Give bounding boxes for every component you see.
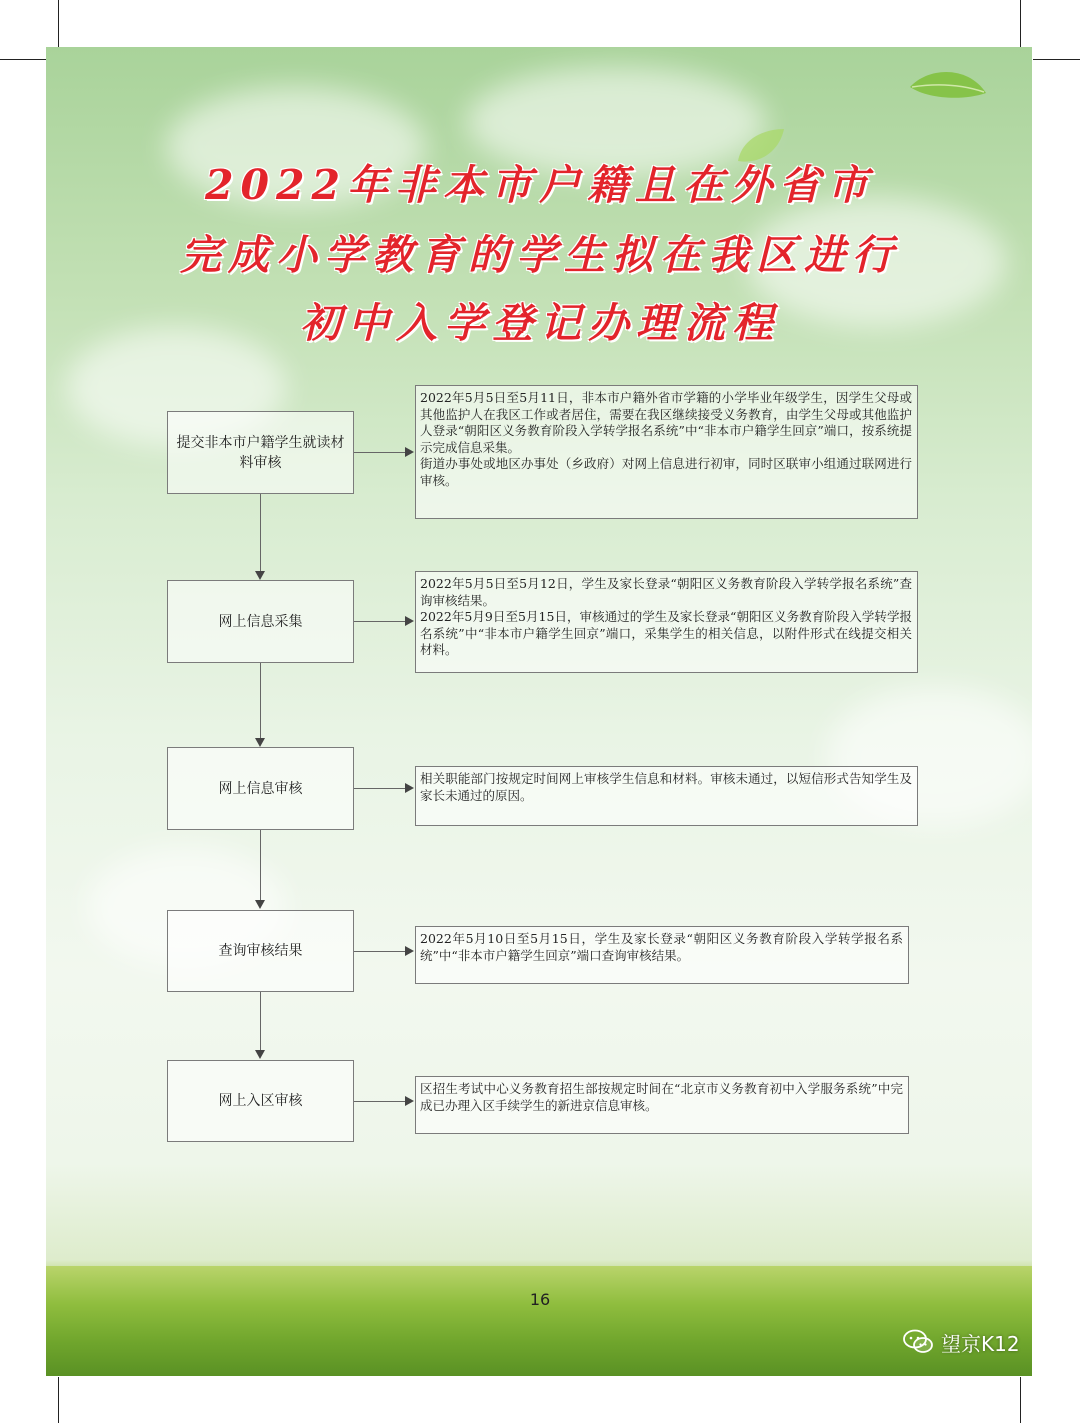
arrow-down-icon (255, 738, 265, 747)
step-box-info-review: 网上信息审核 (167, 747, 354, 830)
note-submit-review (415, 385, 918, 519)
connector-line (354, 1101, 406, 1102)
connector-line (260, 991, 261, 1051)
leaf-icon (908, 65, 988, 105)
step-box-query-result: 查询审核结果 (167, 910, 354, 992)
arrow-down-icon (255, 900, 265, 909)
step-box-district-entry-review: 网上入区审核 (167, 1060, 354, 1142)
arrow-right-icon (405, 1096, 414, 1106)
title-line-3: 初中入学登记办理流程 (300, 299, 780, 347)
watermark-text: 望京K12 (941, 1331, 1020, 1356)
connector-line (354, 621, 406, 622)
connector-line (354, 951, 406, 952)
step-box-submit-review: 提交非本市户籍学生就读材料审核 (167, 411, 354, 494)
connector-line (354, 452, 406, 453)
arrow-right-icon (405, 946, 414, 956)
crop-mark (58, 0, 59, 47)
title-line-1: 2022年非本市户籍且在外省市 (204, 161, 876, 209)
step-box-info-collection: 网上信息采集 (167, 580, 354, 663)
note-district-entry-review (415, 1076, 909, 1134)
arrow-down-icon (255, 1050, 265, 1059)
note-info-collection (415, 571, 918, 673)
arrow-right-icon (405, 783, 414, 793)
crop-mark (58, 1377, 59, 1423)
page-number: 16 (529, 1290, 551, 1309)
note-paragraph: 区招生考试中心义务教育招生部按规定时间在“北京市义务教育初中入学服务系统”中完成已办理入区手续学生的新进京信息审核。 (420, 1081, 903, 1113)
connector-line (354, 788, 406, 789)
watermark (903, 1327, 1020, 1357)
note-paragraph: 2022年5月5日至5月12日，学生及家长登录“朝阳区义务教育阶段入学转学报名系统”查询审核结果。 (420, 576, 912, 608)
wechat-icon (903, 1329, 933, 1355)
crop-mark (0, 59, 46, 60)
note-paragraph: 2022年5月10日至5月15日，学生及家长登录“朝阳区义务教育阶段入学转学报名系统”中“非本市户籍学生回京”端口查询审核结果。 (420, 931, 903, 963)
connector-line (260, 662, 261, 739)
crop-mark (1033, 59, 1080, 60)
crop-mark (1020, 1377, 1021, 1423)
arrow-right-icon (405, 447, 414, 457)
note-query-result (415, 926, 909, 984)
grass-field (46, 1266, 1032, 1376)
note-paragraph: 2022年5月9日至5月15日，审核通过的学生及家长登录“朝阳区义务教育阶段入学转学报名系统”中“非本市户籍学生回京”端口，采集学生的相关信息，以附件形式在线提交相关材料。 (420, 609, 912, 657)
note-paragraph: 相关职能部门按规定时间网上审核学生信息和材料。审核未通过，以短信形式告知学生及家长未通过的原因。 (420, 771, 912, 803)
arrow-right-icon (405, 616, 414, 626)
note-info-review (415, 766, 918, 826)
title-line-2: 完成小学教育的学生拟在我区进行 (180, 231, 900, 279)
note-paragraph: 2022年5月5日至5月11日，非本市户籍外省市学籍的小学毕业年级学生，因学生父母或其他监护人在我区工作或者居住，需要在我区继续接受义务教育，由学生父母或其他监护人登录“朝阳区义务教育阶段入学转学报名系统”中“非本市户籍学生回京”端口，按系统提示完成信息采集。 (420, 390, 912, 455)
crop-mark (1020, 0, 1021, 47)
note-paragraph: 街道办事处或地区办事处（乡政府）对网上信息进行初审，同时区联审小组通过联网进行审核。 (420, 456, 912, 488)
connector-line (260, 829, 261, 901)
arrow-down-icon (255, 571, 265, 580)
connector-line (260, 494, 261, 572)
